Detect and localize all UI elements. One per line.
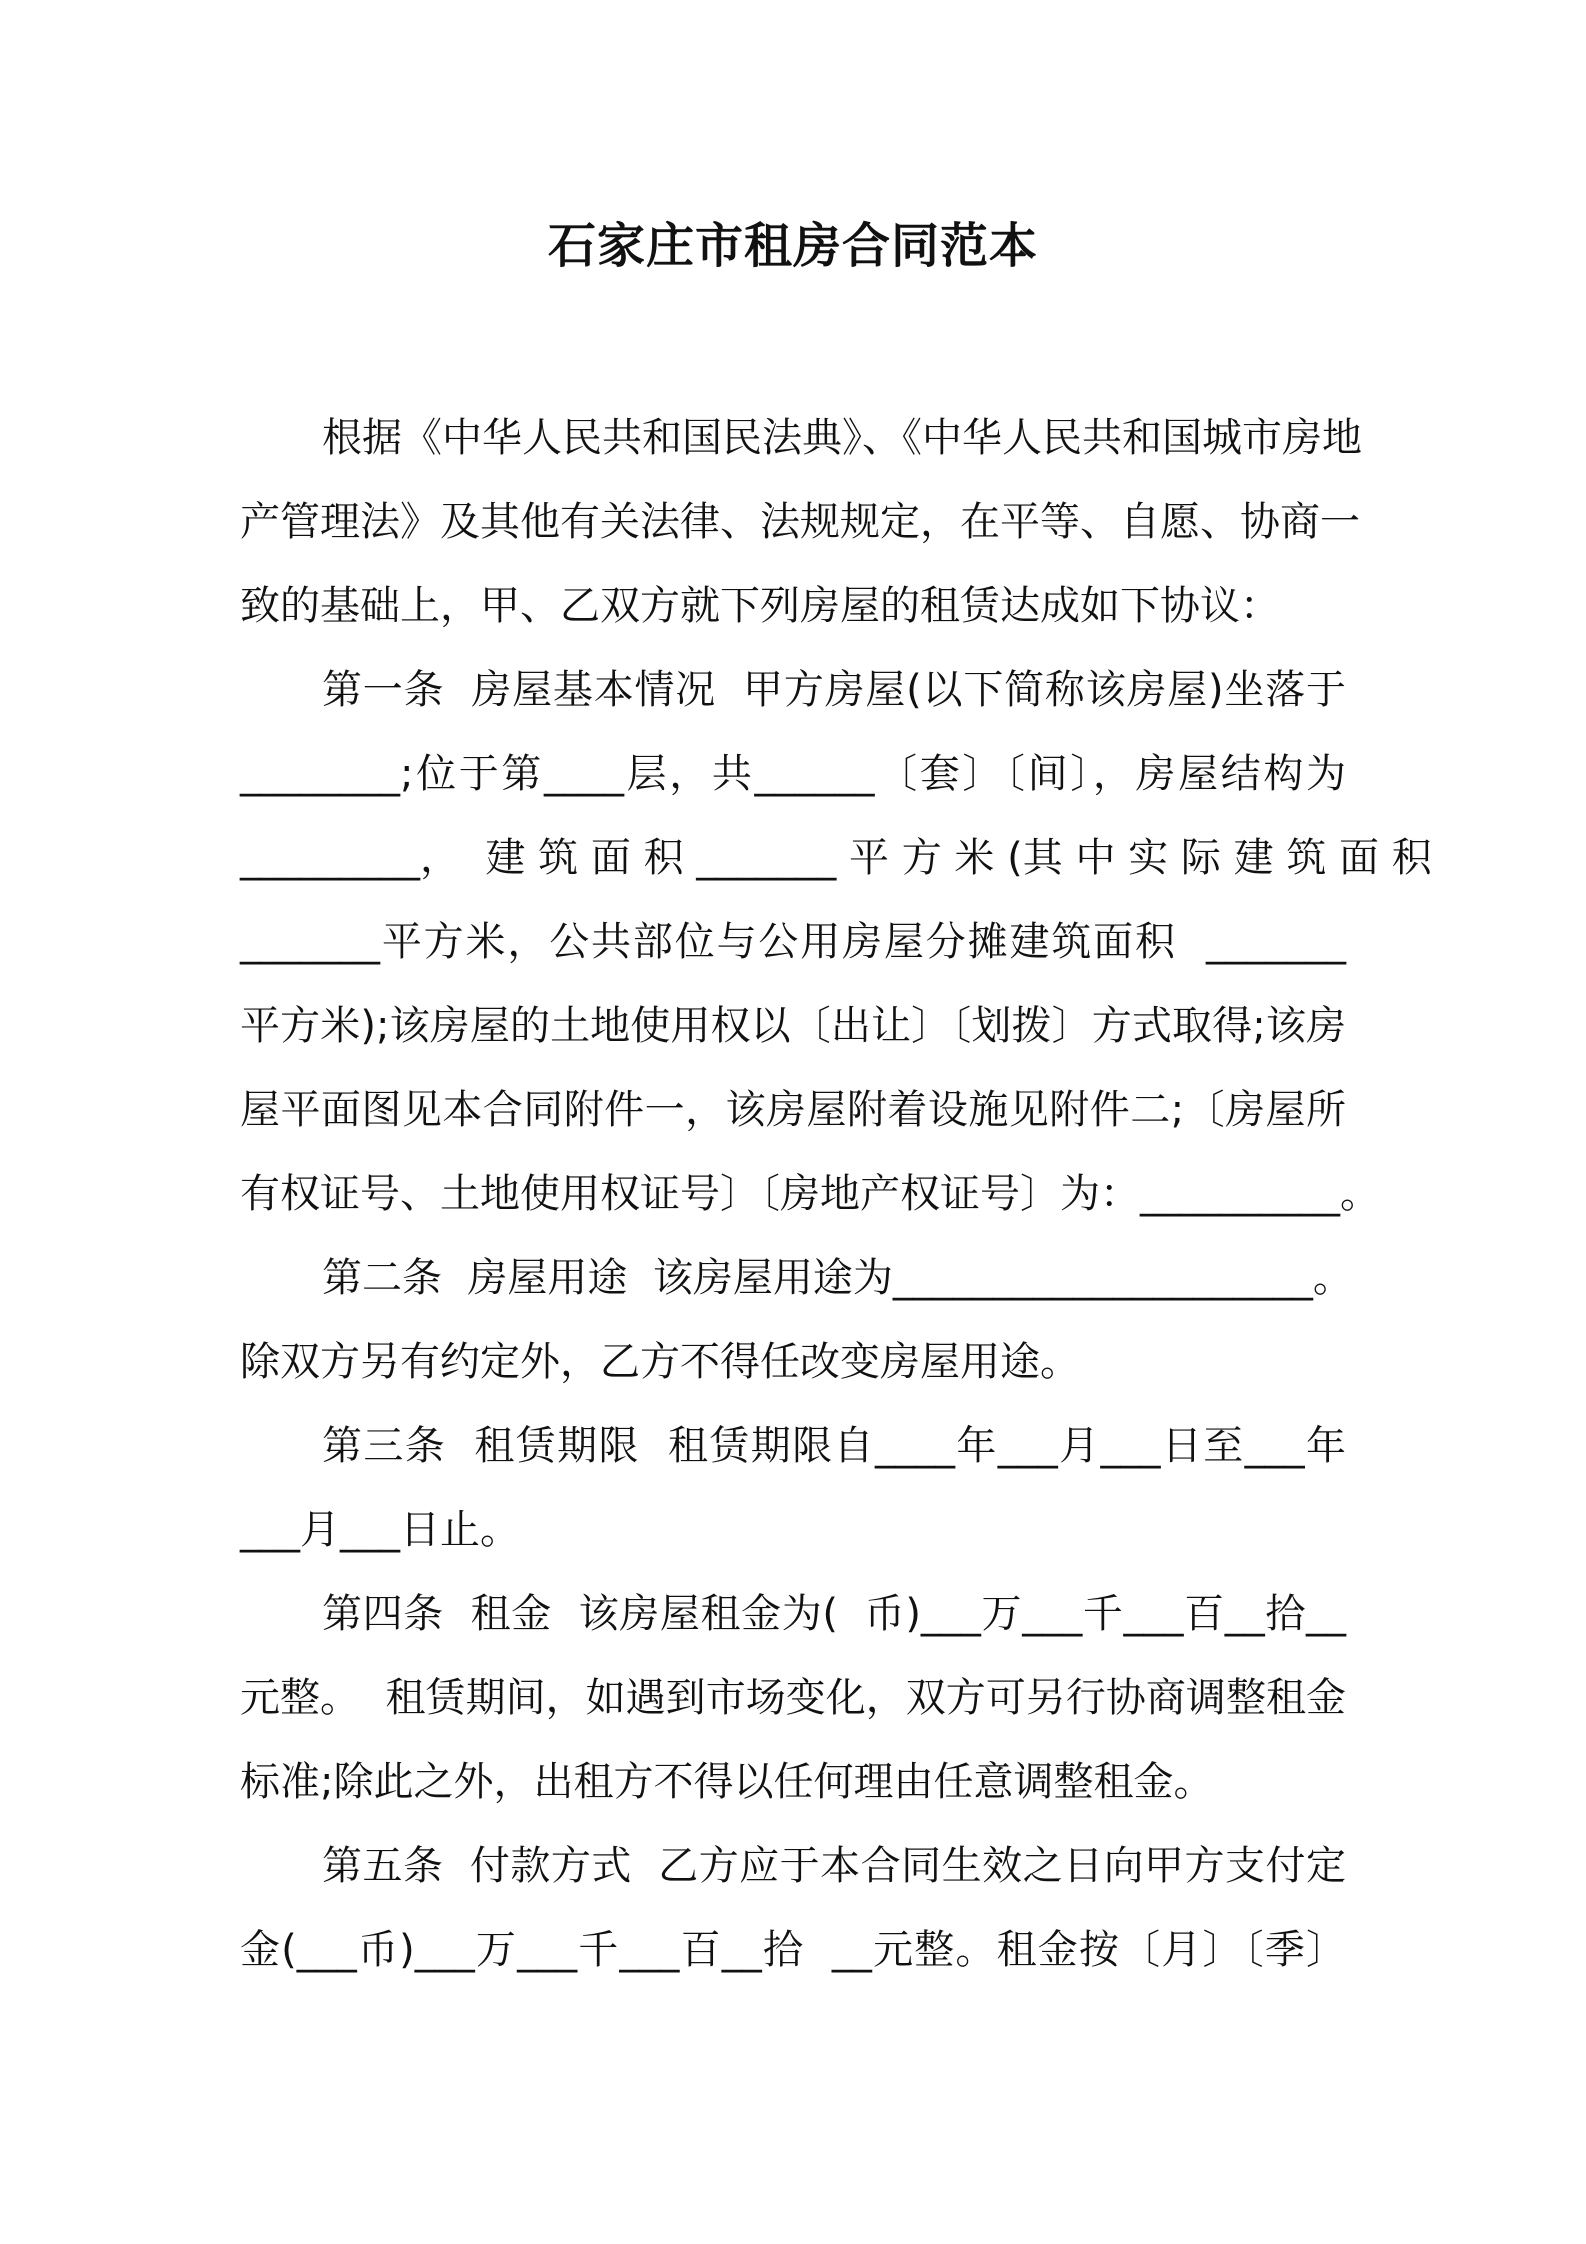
paragraph-line: 平方米);该房屋的土地使用权以〔出让〕〔划拨〕方式取得;该房 [240, 1003, 1346, 1049]
paragraph-line: 屋平面图见本合同附件一，该房屋附着设施见附件二;〔房屋所 [240, 1087, 1346, 1133]
paragraph-line: 产管理法》及其他有关法律、法规规定，在平等、自愿、协商一 [240, 499, 1360, 545]
paragraph-line: 有权证号、土地使用权证号〕〔房地产权证号〕为：__________。 [240, 1171, 1380, 1217]
paragraph-line: 第五条 付款方式 乙方应于本合同生效之日向甲方支付定 [322, 1843, 1346, 1889]
paragraph-line: 金(___币)___万___千___百__拾 __元整。租金按〔月〕〔季〕 [240, 1927, 1346, 1973]
paragraph-line: 标准;除此之外，出租方不得以任何理由任意调整租金。 [240, 1759, 1214, 1805]
paragraph-line: 除双方另有约定外，乙方不得任改变房屋用途。 [240, 1339, 1080, 1385]
document-title: 石家庄市租房合同范本 [547, 218, 1038, 274]
paragraph-line: _________， 建 筑 面 积 _______ 平 方 米 (其 中 实 际 建 筑 面 积 [240, 835, 1432, 881]
paragraph-line: _______平方米，公共部位与公用房屋分摊建筑面积 _______ [240, 919, 1346, 965]
paragraph-line: ___月___日止。 [240, 1507, 520, 1553]
paragraph-line: 第四条 租金 该房屋租金为( 币)___万___千___百__拾__ [322, 1591, 1346, 1637]
paragraph-line: 致的基础上，甲、乙双方就下列房屋的租赁达成如下协议： [240, 583, 1280, 629]
paragraph-line: 第三条 租赁期限 租赁期限自____年___月___日至___年 [322, 1423, 1346, 1469]
paragraph-line: 根据《中华人民共和国民法典》、《中华人民共和国城市房地 [322, 415, 1362, 461]
paragraph-line: ________;位于第____层，共______〔套〕〔间〕，房屋结构为 [240, 751, 1346, 797]
paragraph-line: 第一条 房屋基本情况 甲方房屋(以下简称该房屋)坐落于 [322, 667, 1346, 713]
paragraph-line: 第二条 房屋用途 该房屋用途为_____________________。 [322, 1255, 1353, 1301]
paragraph-line: 元整。 租赁期间，如遇到市场变化，双方可另行协商调整租金 [240, 1675, 1346, 1721]
